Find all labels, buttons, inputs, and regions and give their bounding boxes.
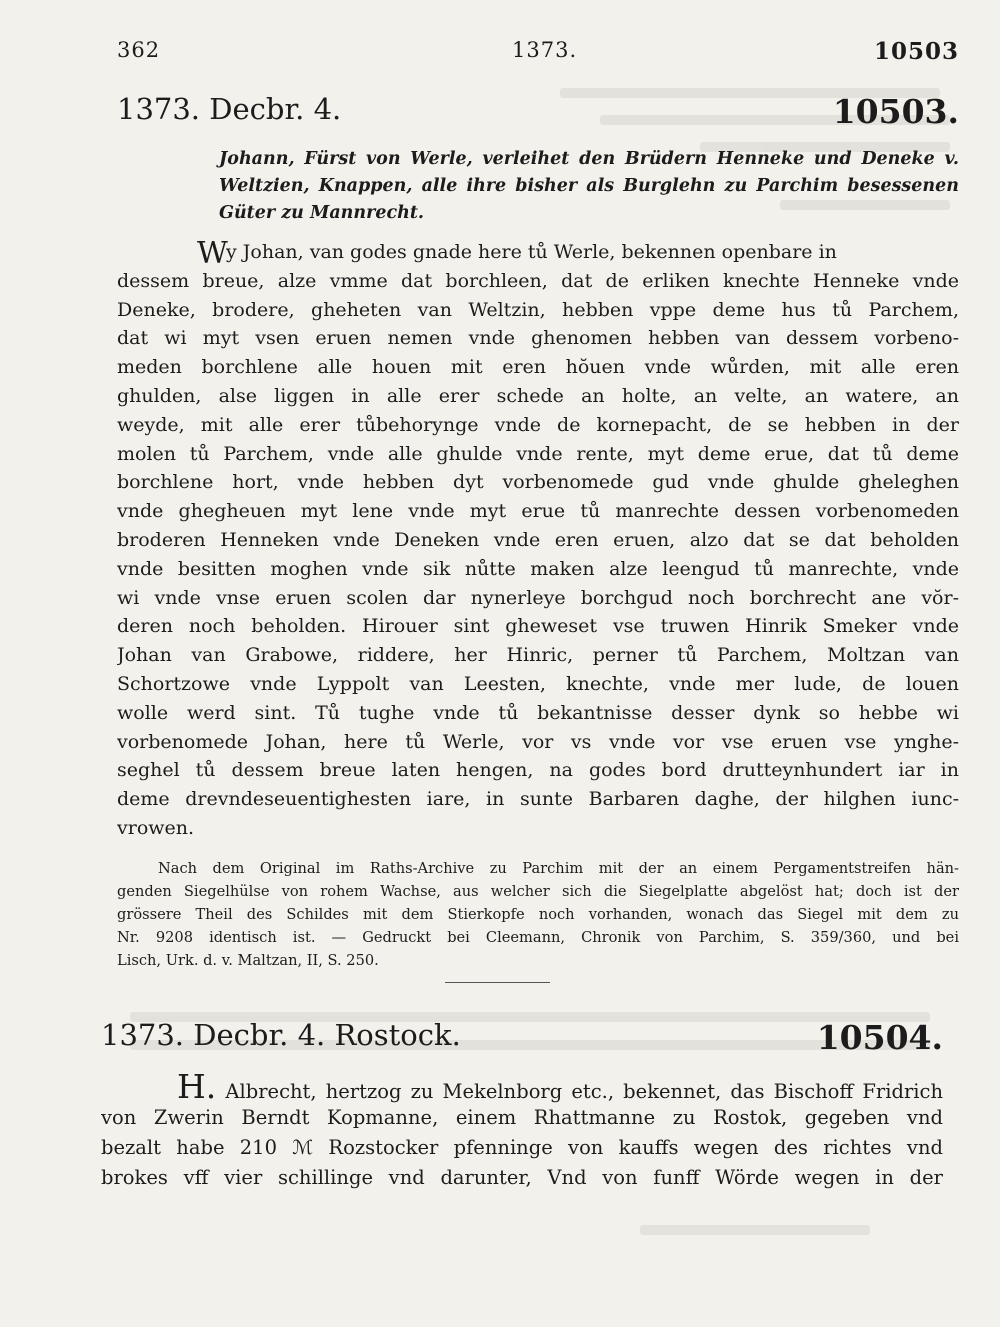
text-line: deren noch beholden. Hirouer sint gheweset vse truwen Hinrik Smeker vnde xyxy=(117,615,959,638)
text-line: wi vnde vnse eruen scolen dar nynerleye borchgud noch borchrecht ane vŏr- xyxy=(117,586,959,609)
text-line: weyde, mit alle erer tůbehorynge vnde de kornepacht, de se hebben in der xyxy=(117,413,959,436)
text-line: borchlene hort, vnde hebben dyt vorbenomede gud vnde ghulde gheleghen xyxy=(117,471,959,494)
note-line: Lisch, Urk. d. v. Maltzan, II, S. 250. xyxy=(117,952,379,969)
text-line: dat wi myt vsen eruen nemen vnde ghenomen hebben van dessem vorbeno- xyxy=(117,327,959,350)
note-line: grössere Theil des Schildes mit dem Stierkopfe noch vorhanden, wonach das Siegel mit dem zu xyxy=(117,906,959,923)
entry-number: 10504. xyxy=(816,1018,943,1057)
text-line xyxy=(101,1073,943,1103)
text-line: meden borchlene alle houen mit eren hŏuen vnde wůrden, mit alle eren xyxy=(117,356,959,379)
entry-heading-10504 xyxy=(101,1018,943,1062)
section-divider xyxy=(445,982,550,983)
text-line: Johan van Grabowe, riddere, her Hinric, perner tů Parchem, Moltzan van xyxy=(117,644,959,667)
text-line: ghulden, alse liggen in alle erer schede an holte, an velte, an watere, an xyxy=(117,384,959,407)
text-line-content: y Johan, van godes gnade here tů Werle, bekennen openbare in xyxy=(226,241,837,263)
text-line: brokes vff vier schillinge vnd darunter, Vnd von funff Wörde wegen in der xyxy=(101,1166,943,1189)
text-line xyxy=(117,238,959,267)
note-line: genden Siegelhülse von rohem Wachse, aus welcher sich die Siegelplatte abgelöst hat; doch ist der xyxy=(117,883,959,900)
charter-text-10504 xyxy=(101,1073,943,1193)
text-line: seghel tů dessem breue laten hengen, na godes bord drutteynhundert iar in xyxy=(117,759,959,782)
entry-number: 10503. xyxy=(832,92,959,131)
entry-heading-10503 xyxy=(117,92,959,136)
charter-text-10503 xyxy=(117,238,959,843)
text-line: vorbenomede Johan, here tů Werle, vor vs vnde vor vse eruen vse ynghe- xyxy=(117,730,959,753)
drop-initial: H. xyxy=(177,1073,217,1103)
text-line: dessem breue, alze vmme dat borchleen, dat de erliken knechte Henneke vnde xyxy=(117,269,959,292)
text-line: vrowen. xyxy=(117,816,195,839)
running-head-document-number: 10503 xyxy=(873,38,959,65)
source-note xyxy=(117,857,959,972)
entry-date: 1373. Decbr. 4. xyxy=(117,92,342,126)
text-line: von Zwerin Berndt Kopmanne, einem Rhattmanne zu Rostok, gegeben vnd xyxy=(101,1106,943,1129)
text-line: molen tů Parchem, vnde alle ghulde vnde rente, myt deme erue, dat tů deme xyxy=(117,442,959,465)
text-line: vnde besitten moghen vnde sik nůtte maken alze leengud tů manrechte, vnde xyxy=(117,557,959,580)
entry-summary: Johann, Fürst von Werle, verleihet den Brüdern Henneke und Deneke v. Weltzien, Knappen, alle ihre bisher als Burglehn zu Parchim besessenen Güter zu Mannrecht. xyxy=(219,149,959,223)
page-number: 362 xyxy=(117,38,161,62)
text-line: Schortzowe vnde Lyppolt van Leesten, knechte, vnde mer lude, de louen xyxy=(117,672,959,695)
text-line: broderen Henneken vnde Deneken vnde eren eruen, alzo dat se dat beholden xyxy=(117,528,959,551)
text-line: Deneke, brodere, gheheten van Weltzin, hebben vppe deme hus tů Parchem, xyxy=(117,298,959,321)
text-line: vnde ghegheuen myt lene vnde myt erue tů manrechte dessen vorbenomeden xyxy=(117,500,959,523)
entry-date: 1373. Decbr. 4. Rostock. xyxy=(101,1018,461,1052)
note-line: Nach dem Original im Raths-Archive zu Parchim mit der an einem Pergamentstreifen hän- xyxy=(158,860,959,877)
running-head xyxy=(117,38,959,68)
text-line-content: Albrecht, hertzog zu Mekelnborg etc., bekennet, das Bischoff Fridrich xyxy=(216,1080,943,1103)
drop-initial: W xyxy=(197,238,228,267)
text-line: deme drevndeseuentighesten iare, in sunte Barbaren daghe, der hilghen iunc- xyxy=(117,788,959,811)
text-line: wolle werd sint. Tů tughe vnde tů bekantnisse desser dynk so hebbe wi xyxy=(117,701,959,724)
running-head-year: 1373. xyxy=(512,38,578,62)
text-line: bezalt habe 210 ℳ Rozstocker pfenninge von kauffs wegen des richtes vnd xyxy=(101,1136,943,1159)
note-line: Nr. 9208 identisch ist. — Gedruckt bei Cleemann, Chronik von Parchim, S. 359/360, und bei xyxy=(117,929,959,946)
